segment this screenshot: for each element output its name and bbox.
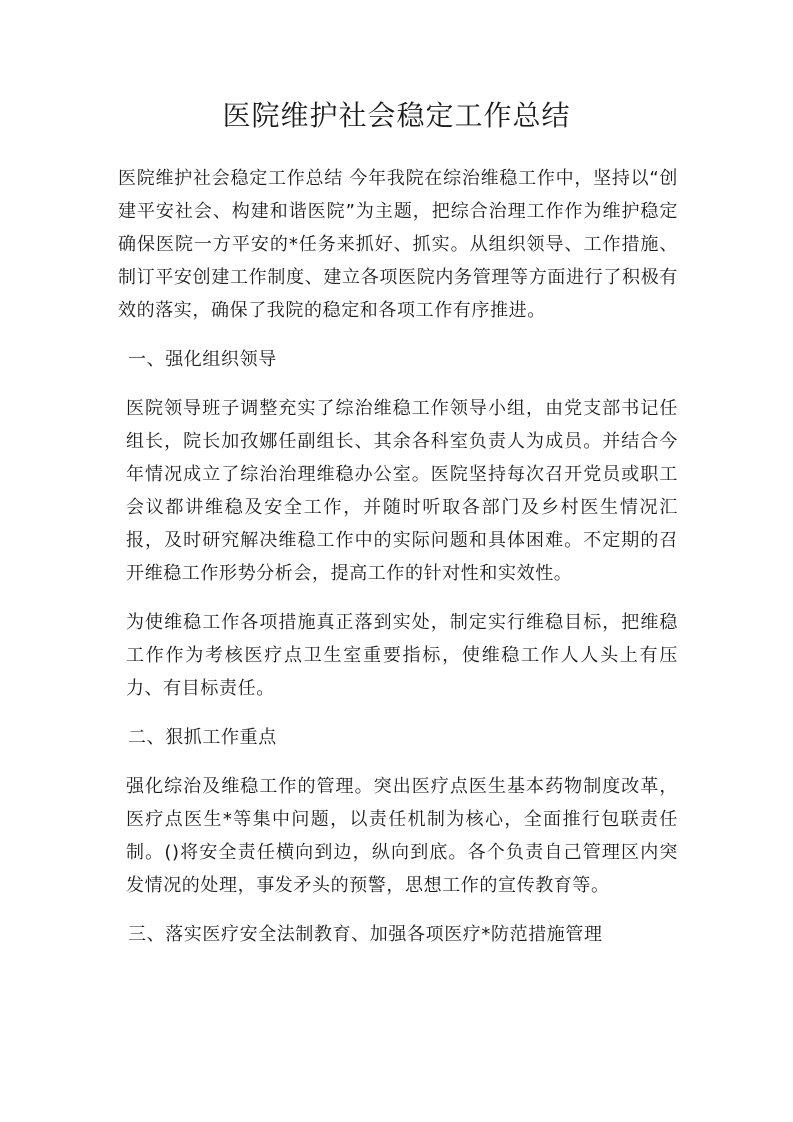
document-body <box>118 162 678 967</box>
section-2-paragraph-1: 强化综治及维稳工作的管理。突出医疗点医生基本药物制度改革，医疗点医生*等集中问题，以责任机制为核心，全面推行包联责任制。()将安全责任横向到边，纵向到底。各个负责自己管理区内突发情况的处理，事发矛头的预警，思想工作的宣传教育等。 <box>126 776 678 896</box>
section-heading-3: 三、落实医疗安全法制教育、加强各项医疗*防范措施管理 <box>128 924 603 945</box>
intro-paragraph: 医院维护社会稳定工作总结 今年我院在综治维稳工作中，坚持以“创建平安社会、构建和谐医院”为主题，把综合治理工作作为维护稳定确保医院一方平安的*任务来抓好、抓实。从组织领导、工作措施、制订平安创建工作制度、建立各项医院内务管理等方面进行了积极有效的落实，确保了我院的稳定和各项工作有序推进。 <box>118 168 678 321</box>
section-heading-2: 二、狠抓工作重点 <box>128 727 277 748</box>
section-heading-1: 一、强化组织领导 <box>128 349 277 370</box>
document-title: 医院维护社会稳定工作总结 <box>222 99 571 132</box>
section-1-paragraph-2: 为使维稳工作各项措施真正落到实处，制定实行维稳目标，把维稳工作作为考核医疗点卫生室重要指标，使维稳工作人人头上有压力、有目标责任。 <box>126 612 678 699</box>
section-1-paragraph-1: 医院领导班子调整充实了综治维稳工作领导小组，由党支部书记任组长，院长加孜娜任副组长、其余各科室负责人为成员。并结合今年情况成立了综治治理维稳办公室。医院坚持每次召开党员或职工会议都讲维稳及安全工作，并随时听取各部门及乡村医生情况汇报，及时研究解决维稳工作中的实际问题和具体困难。不定期的召开维稳工作形势分析会，提高工作的针对性和实效性。 <box>126 398 678 584</box>
